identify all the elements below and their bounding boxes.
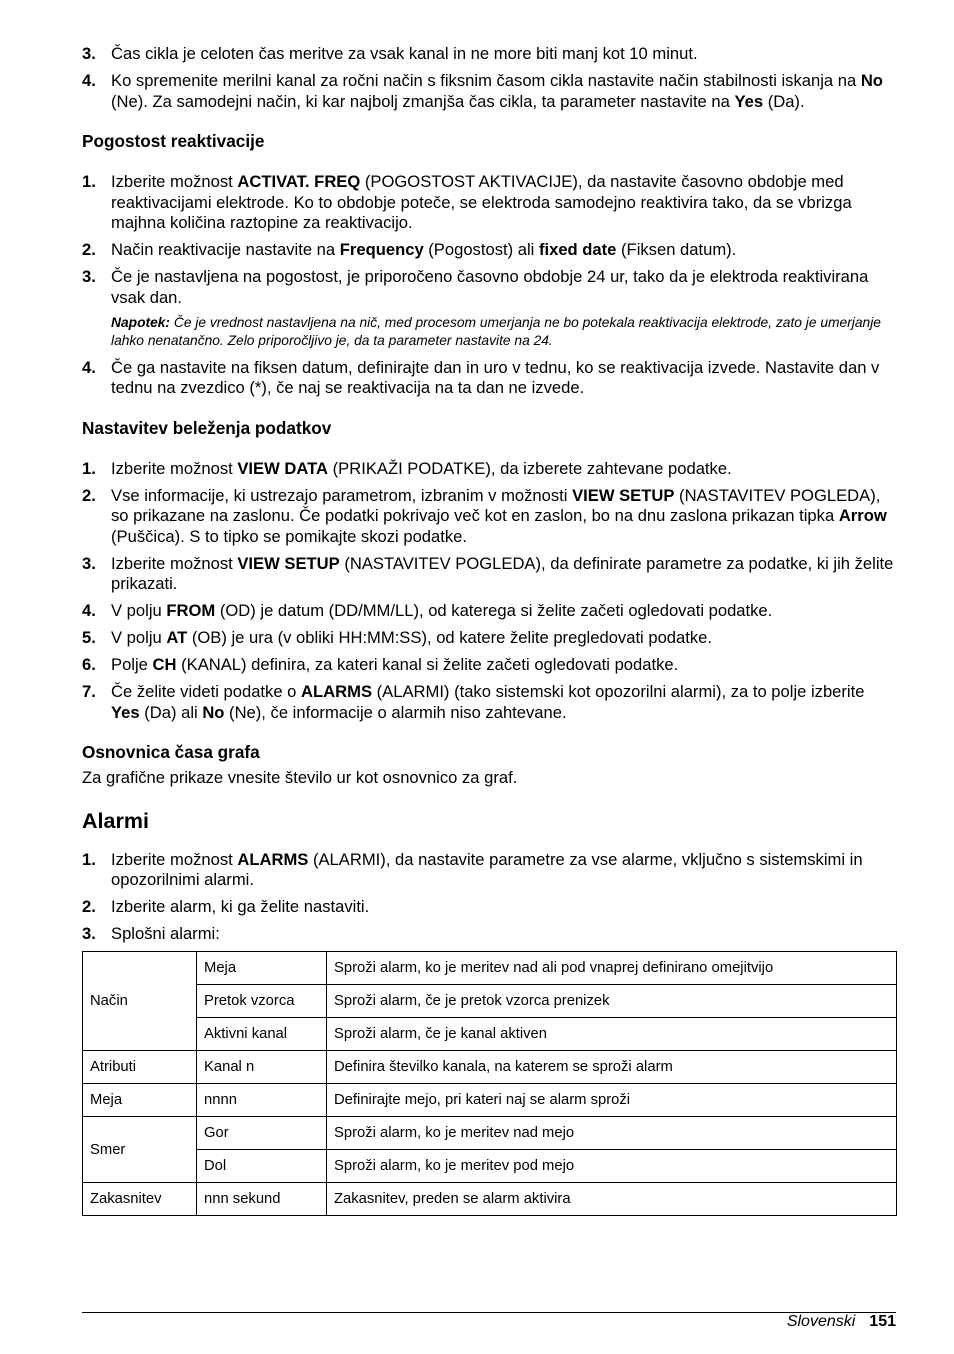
step-number: 1. (82, 172, 96, 191)
step-text: (OB) je ura (v obliki HH:MM:SS), od katere želite pregledovati podatke. (187, 628, 713, 647)
list-step (82, 358, 896, 399)
step-keyword: ALARMS (301, 682, 373, 701)
table-row (83, 952, 897, 985)
step-text: Če je nastavljena na pogostost, je priporočeno časovno obdobje 24 ur, tako da je elektroda reaktivirana vsak dan. (111, 267, 869, 307)
alarm-desc-cell: Definira številko kanala, na katerem se sproži alarm (327, 1051, 897, 1084)
list-step (82, 554, 896, 595)
section-heading-graph: Osnovnica časa grafa (82, 742, 260, 762)
note (82, 314, 896, 350)
step-text: Čas cikla je celoten čas meritve za vsak kanal in ne more biti manj kot 10 minut. (111, 44, 698, 63)
alarm-group-cell: Smer (83, 1117, 197, 1183)
footer-language: Slovenski (786, 1313, 856, 1330)
list-step (82, 628, 896, 649)
step-keyword: AT (166, 628, 188, 647)
step-text: (PRIKAŽI PODATKE), da izberete zahtevane podatke. (328, 458, 732, 478)
alarm-param-cell: nnnn (197, 1084, 327, 1117)
step-text: (Pogostost) ali (423, 240, 539, 259)
step-number: 3. (82, 267, 96, 286)
section-heading-alarms: Alarmi (82, 808, 149, 833)
alarm-desc-cell: Sproži alarm, če je kanal aktiven (327, 1018, 897, 1051)
reactivation-steps (82, 172, 896, 308)
step-number: 6. (82, 655, 96, 674)
alarm-param-cell: Dol (197, 1150, 327, 1183)
table-row (83, 985, 897, 1018)
list-step (82, 44, 896, 65)
step-text: Če ga nastavite na fiksen datum, definirajte dan in uro v tednu, ko se reaktivacija izvede. Nastavite dan v tednu na zvezdico (*), če naj se reaktivacija na ta dan ne izvede. (111, 357, 880, 397)
step-text: Vse informacije, ki ustrezajo parametrom, izbranim v možnosti (111, 485, 573, 505)
step-keyword: No (202, 702, 225, 722)
list-step (82, 924, 896, 945)
table-row (83, 1084, 897, 1117)
step-keyword: Frequency (339, 240, 424, 259)
step-keyword: Yes (734, 91, 764, 111)
step-keyword: FROM (166, 601, 216, 620)
document-page (82, 44, 896, 1216)
alarm-group-cell: Atributi (83, 1051, 197, 1084)
step-text: V polju (111, 601, 167, 620)
alarm-param-cell: Kanal n (197, 1051, 327, 1084)
intro-steps (82, 44, 896, 112)
alarm-param-cell: Gor (197, 1117, 327, 1150)
list-step (82, 850, 896, 891)
step-text: Če želite videti podatke o (111, 682, 302, 701)
step-keyword: VIEW SETUP (572, 485, 675, 505)
step-text: (Fiksen datum). (616, 240, 737, 259)
note-text: Če je vrednost nastavljena na nič, med procesom umerjanja ne bo potekala reaktivacija elektrode, zato je umerjanje lahko nenatančno. Zelo priporočljivo je, da ta parameter nastavite na 24. (111, 314, 881, 348)
step-text: (NASTAVITEV POGLEDA), so prikazane na zaslonu. Če podatki pokrivajo več kot en zaslon, bo na dnu zaslona prikazan tipka (111, 485, 881, 525)
alarm-desc-cell: Sproži alarm, ko je meritev nad mejo (327, 1117, 897, 1150)
step-keyword: VIEW SETUP (237, 553, 340, 573)
step-number: 4. (82, 601, 96, 620)
table-row (83, 1018, 897, 1051)
alarm-steps (82, 850, 896, 945)
alarm-param-cell: Pretok vzorca (197, 985, 327, 1018)
step-keyword: Yes (111, 702, 140, 722)
step-number: 2. (82, 240, 96, 259)
list-step (82, 71, 896, 112)
section-heading-datalog: Nastavitev beleženja podatkov (82, 417, 332, 438)
step-number: 3. (82, 924, 96, 943)
alarm-param-cell: nnn sekund (197, 1183, 327, 1216)
step-number: 5. (82, 628, 96, 647)
step-text: (Da) ali (139, 702, 203, 722)
table-row (83, 1150, 897, 1183)
alarm-group-cell: Meja (83, 1084, 197, 1117)
step-text: (Ne). Za samodejni način, ki kar najbolj zmanjša čas cikla, ta parameter nastavite na (111, 91, 735, 111)
alarm-param-cell: Aktivni kanal (197, 1018, 327, 1051)
table-row (83, 1051, 897, 1084)
note-label: Napotek: (111, 314, 171, 330)
list-step (82, 459, 896, 480)
alarm-desc-cell: Sproži alarm, ko je meritev pod mejo (327, 1150, 897, 1183)
datalog-steps (82, 459, 896, 724)
step-text: Izberite možnost (111, 172, 238, 191)
alarm-desc-cell: Definirajte mejo, pri kateri naj se alarm sproži (327, 1084, 897, 1117)
step-number: 4. (82, 71, 96, 90)
list-step (82, 655, 896, 676)
reactivation-steps-after (82, 358, 896, 399)
step-text: Izberite alarm, ki ga želite nastaviti. (111, 897, 370, 916)
step-number: 1. (82, 458, 96, 478)
step-text: Polje (111, 655, 153, 674)
list-step (82, 267, 896, 308)
step-text: Izberite možnost (111, 849, 238, 869)
list-step (82, 682, 896, 723)
step-text: Izberite možnost (111, 553, 238, 573)
step-number: 2. (82, 897, 96, 916)
step-number: 7. (82, 682, 96, 701)
graph-text: Za grafične prikaze vnesite število ur kot osnovnico za graf. (82, 768, 518, 787)
step-text: (OD) je datum (DD/MM/LL), od katerega si želite začeti ogledovati podatke. (215, 601, 773, 620)
step-text: Splošni alarmi: (111, 924, 220, 943)
list-step (82, 240, 896, 261)
alarm-desc-cell: Zakasnitev, preden se alarm aktivira (327, 1183, 897, 1216)
step-keyword: ALARMS (237, 849, 309, 869)
step-text: (Puščica). S to tipko se pomikajte skozi podatke. (111, 526, 468, 546)
list-step (82, 172, 896, 234)
step-number: 1. (82, 849, 96, 869)
step-number: 4. (82, 357, 96, 377)
step-text: Izberite možnost (111, 458, 238, 478)
alarm-group-cell: Zakasnitev (83, 1183, 197, 1216)
step-text: (ALARMI) (tako sistemski kot opozorilni alarmi), za to polje izberite (372, 682, 865, 701)
step-text: (Ne), če informacije o alarmih niso zahtevane. (224, 702, 567, 722)
alarm-desc-cell: Sproži alarm, ko je meritev nad ali pod vnaprej definirano omejitvijo (327, 952, 897, 985)
step-text: (NASTAVITEV POGLEDA), da definirate parametre za podatke, ki jih želite prikazati. (111, 553, 894, 593)
step-keyword: ACTIVAT. FREQ (237, 172, 361, 191)
table-row (83, 1117, 897, 1150)
footer-divider (82, 1312, 896, 1313)
step-keyword: No (860, 71, 883, 90)
section-heading-reactivation: Pogostost reaktivacije (82, 131, 265, 151)
step-text: Način reaktivacije nastavite na (111, 240, 340, 259)
list-step (82, 601, 896, 622)
step-keyword: CH (152, 655, 177, 674)
step-text: V polju (111, 628, 167, 647)
step-keyword: fixed date (538, 240, 617, 259)
alarm-desc-cell: Sproži alarm, če je pretok vzorca prenizek (327, 985, 897, 1018)
alarm-group-cell: Način (83, 952, 197, 1051)
step-keyword: VIEW DATA (237, 458, 329, 478)
table-row (83, 1183, 897, 1216)
list-step (82, 897, 896, 918)
step-number: 2. (82, 485, 96, 505)
general-alarms-table (82, 951, 897, 1216)
step-text: (Da). (763, 91, 805, 111)
step-text: (POGOSTOST AKTIVACIJE), da nastavite časovno obdobje med reaktivacijami elektrode. Ko to obdobje poteče, se elektroda samodejno reaktivira tako, da se vbrizga majhna količina raztopine za reaktivacijo. (111, 172, 852, 232)
list-step (82, 486, 896, 548)
step-number: 3. (82, 44, 96, 63)
step-text: (KANAL) definira, za kateri kanal si želite začeti ogledovati podatke. (176, 655, 679, 674)
page-number: 151 (869, 1313, 896, 1330)
page-footer (787, 1311, 896, 1333)
alarm-param-cell: Meja (197, 952, 327, 985)
step-number: 3. (82, 553, 96, 573)
step-text: Ko spremenite merilni kanal za ročni način s fiksnim časom cikla nastavite način stabilnosti iskanja na (111, 71, 861, 90)
step-keyword: Arrow (838, 506, 887, 525)
step-text: (ALARMI), da nastavite parametre za vse alarme, vključno s sistemskimi in opozorilnimi alarmi. (111, 849, 863, 889)
